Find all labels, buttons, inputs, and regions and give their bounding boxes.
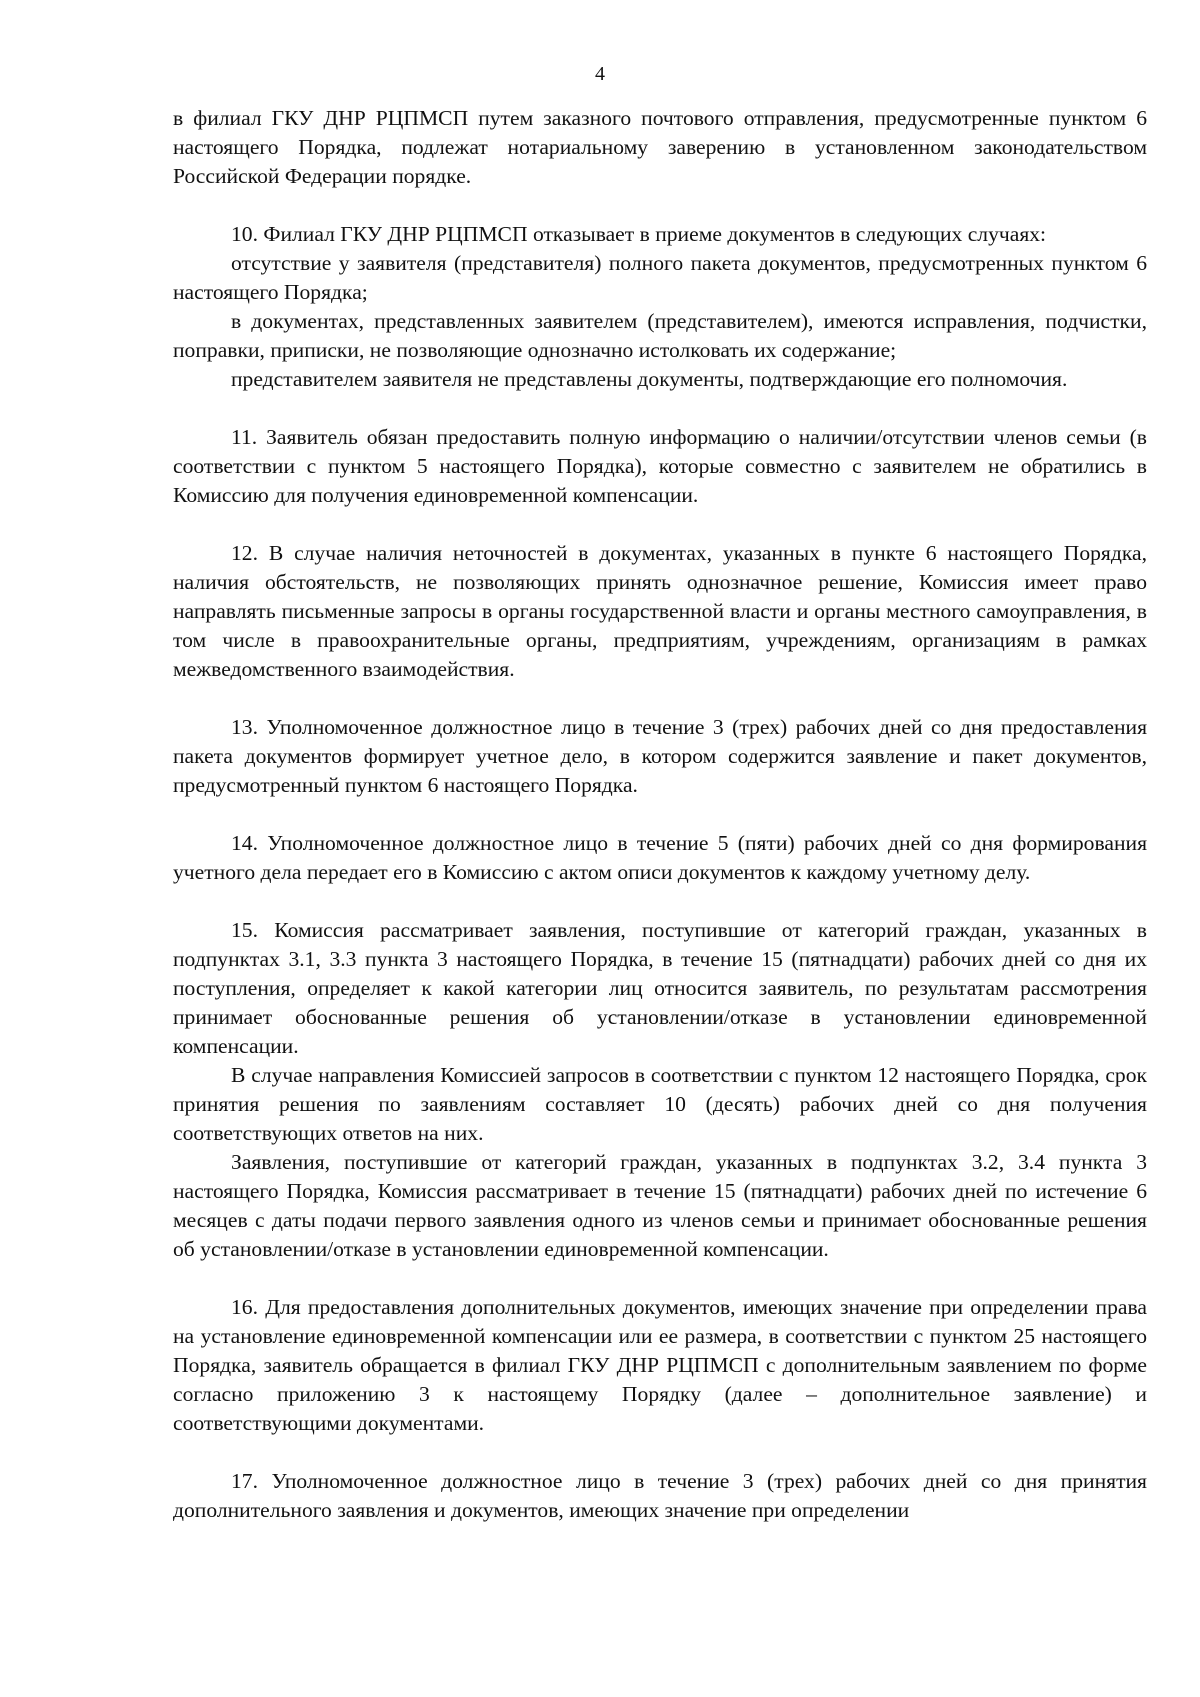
paragraph: Заявления, поступившие от категорий граждан, указанных в подпунктах 3.2, 3.4 пункта 3 настоящего Порядка, Комиссия рассматривает в течение 15 (пятнадцати) рабочих дней по истечение 6 месяцев с даты подачи первого заявления одного из членов семьи и принимает обоснованные решения об установлении/отказе в установлении единовременной компенсации. xyxy=(173,1150,1147,1261)
page-number: 4 xyxy=(595,63,605,85)
document-body xyxy=(173,104,1147,1525)
paragraph: представителем заявителя не представлены документы, подтверждающие его полномочия. xyxy=(231,367,1068,391)
paragraph: 11. Заявитель обязан предоставить полную информацию о наличии/отсутствии членов семьи (в соответствии с пунктом 5 настоящего Порядка), которые совместно с заявителем не обратились в Комиссию для получения единовременной компенсации. xyxy=(173,425,1147,507)
paragraph: 13. Уполномоченное должностное лицо в течение 3 (трех) рабочих дней со дня предоставления пакета документов формирует учетное дело, в котором содержится заявление и пакет документов, предусмотренный пунктом 6 настоящего Порядка. xyxy=(173,715,1147,797)
paragraph: 17. Уполномоченное должностное лицо в течение 3 (трех) рабочих дней со дня принятия дополнительного заявления и документов, имеющих значение при определении xyxy=(173,1469,1147,1522)
paragraph: 16. Для предоставления дополнительных документов, имеющих значение при определении права на установление единовременной компенсации или ее размера, в соответствии с пунктом 25 настоящего Порядка, заявитель обращается в филиал ГКУ ДНР РЦПМСП с дополнительным заявлением по форме согласно приложению 3 к настоящему Порядку (далее – дополнительное заявление) и соответствующими документами. xyxy=(173,1295,1147,1435)
paragraph: 14. Уполномоченное должностное лицо в течение 5 (пяти) рабочих дней со дня формирования учетного дела передает его в Комиссию с актом описи документов к каждому учетному делу. xyxy=(173,831,1147,884)
paragraph: в документах, представленных заявителем (представителем), имеются исправления, подчистки, поправки, приписки, не позволяющие однозначно истолковать их содержание; xyxy=(173,309,1147,362)
paragraph: 12. В случае наличия неточностей в документах, указанных в пункте 6 настоящего Порядка, наличия обстоятельств, не позволяющих принять однозначное решение, Комиссия имеет право направлять письменные запросы в органы государственной власти и органы местного самоуправления, в том числе в правоохранительные органы, предприятиям, учреждениям, организациям в рамках межведомственного взаимодействия. xyxy=(173,541,1147,681)
paragraph: 10. Филиал ГКУ ДНР РЦПМСП отказывает в приеме документов в следующих случаях: xyxy=(231,222,1047,246)
paragraph: отсутствие у заявителя (представителя) полного пакета документов, предусмотренных пунктом 6 настоящего Порядка; xyxy=(173,251,1147,304)
paragraph: 15. Комиссия рассматривает заявления, поступившие от категорий граждан, указанных в подпунктах 3.1, 3.3 пункта 3 настоящего Порядка, в течение 15 (пятнадцати) рабочих дней со дня их поступления, определяет к какой категории лиц относится заявитель, по результатам рассмотрения принимает обоснованные решения об установлении/отказе в установлении единовременной компенсации. xyxy=(173,918,1147,1058)
paragraph: в филиал ГКУ ДНР РЦПМСП путем заказного почтового отправления, предусмотренные пунктом 6 настоящего Порядка, подлежат нотариальному заверению в установленном законодательством Российской Федерации порядке. xyxy=(173,106,1147,188)
paragraph: В случае направления Комиссией запросов в соответствии с пунктом 12 настоящего Порядка, срок принятия решения по заявлениям составляет 10 (десять) рабочих дней со дня получения соответствующих ответов на них. xyxy=(173,1063,1147,1145)
